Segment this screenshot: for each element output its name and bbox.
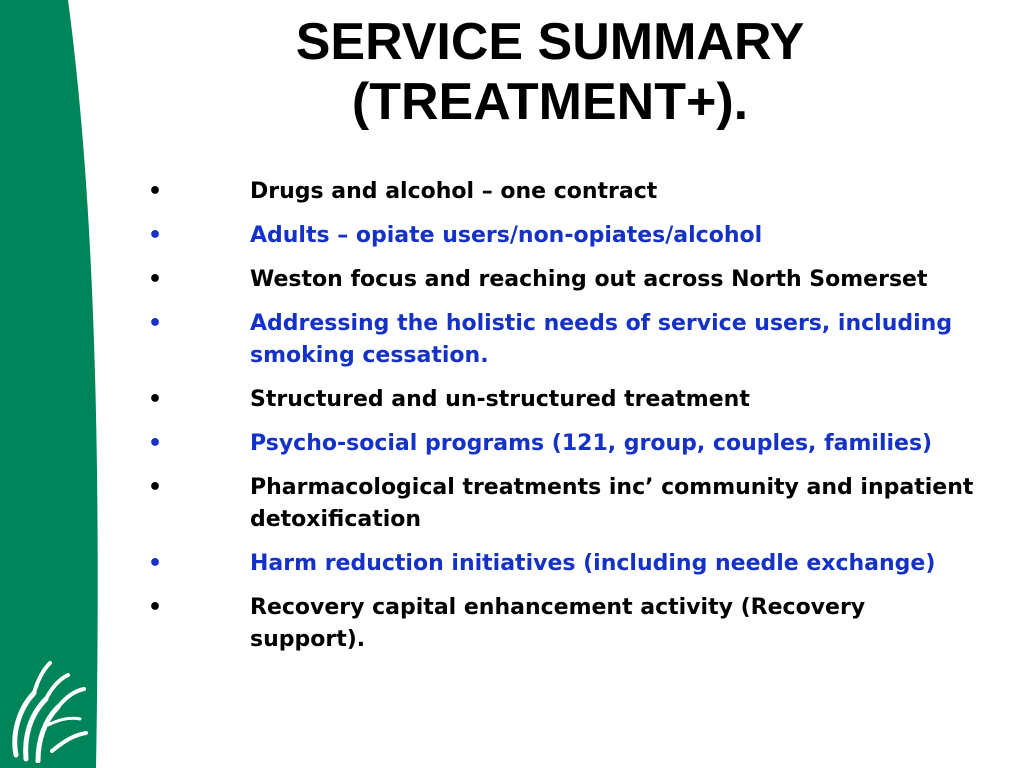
bullet-text: Adults – opiate users/non-opiates/alcohol xyxy=(250,223,763,248)
bullet-dot: • xyxy=(148,179,163,204)
title-line-1: SERVICE SUMMARY xyxy=(295,13,805,71)
bullet-item xyxy=(148,220,978,252)
title-line-2: (TREATMENT+). xyxy=(351,73,749,131)
bullet-text: Addressing the holistic needs of service users, including smoking cessation. xyxy=(250,311,953,368)
bullet-item xyxy=(148,428,978,460)
bullet-item xyxy=(148,308,978,372)
green-side-band xyxy=(0,0,110,768)
bullet-text: Structured and un-structured treatment xyxy=(250,387,750,412)
bullet-dot: • xyxy=(148,267,163,292)
bullet-dot: • xyxy=(148,223,163,248)
bullet-text: Drugs and alcohol – one contract xyxy=(250,179,658,204)
bullet-item xyxy=(148,264,978,296)
bullet-item xyxy=(148,384,978,416)
bullet-item xyxy=(148,548,978,580)
bullet-text: Recovery capital enhancement activity (Recovery support). xyxy=(250,595,866,652)
bullet-dot: • xyxy=(148,387,163,412)
bullet-text: Pharmacological treatments inc’ community and inpatient detoxification xyxy=(250,475,974,532)
bullet-dot: • xyxy=(148,475,163,500)
slide-title xyxy=(140,12,960,132)
bullet-item xyxy=(148,592,978,656)
bullet-dot: • xyxy=(148,431,163,456)
bullet-list xyxy=(148,176,978,668)
bullet-text: Weston focus and reaching out across North Somerset xyxy=(250,267,928,292)
bullet-item xyxy=(148,176,978,208)
bullet-text: Psycho-social programs (121, group, couples, families) xyxy=(250,431,933,456)
dragon-logo-icon xyxy=(4,655,96,763)
bullet-dot: • xyxy=(148,311,163,336)
bullet-dot: • xyxy=(148,551,163,576)
bullet-dot: • xyxy=(148,595,163,620)
bullet-item xyxy=(148,472,978,536)
bullet-text: Harm reduction initiatives (including needle exchange) xyxy=(250,551,936,576)
